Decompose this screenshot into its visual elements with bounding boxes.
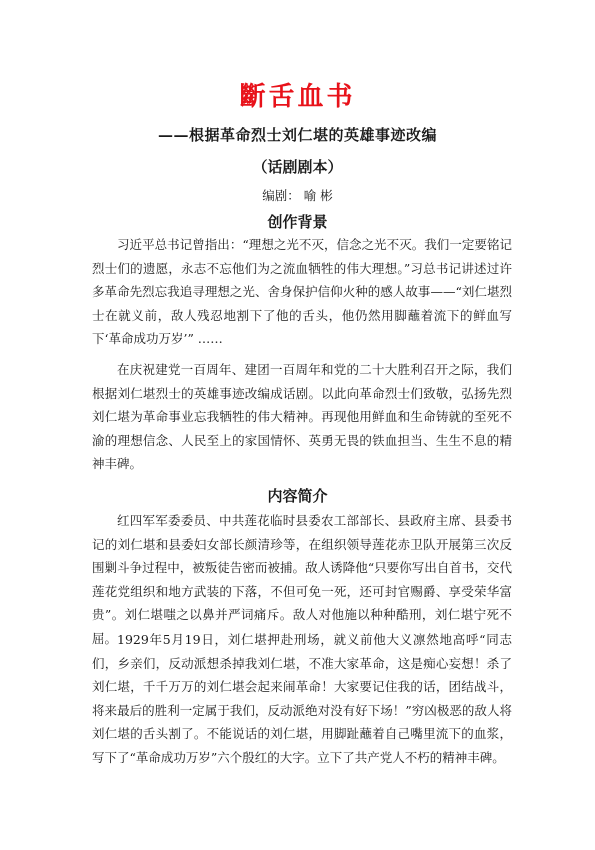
section-heading-background: 创作背景 [267, 213, 328, 231]
synopsis-paragraph-1: 红四军军委委员、中共莲花临时县委农工部部长、县政府主席、县委书记的刘仁堪和县委妇女部长颜清珍等，在组织领导莲花赤卫队开展第三次反围剿斗争过程中，被叛徒告密而被捕。敌人诱降他“只要你写出自首书，交代莲花党组织和地方武装的下落，不但可免一死，还可封官赐爵、享受荣华富贵”。刘仁堪嗤之以鼻并严词痛斥。敌人对他施以种种酷刑，刘仁堪宁死不屈。 [92, 513, 512, 646]
document-title: 斷舌血书 [239, 82, 356, 112]
section-heading-synopsis: 内容简介 [267, 487, 328, 505]
background-paragraph-2: 在庆祝建党一百周年、建团一百周年和党的二十大胜利召开之际，我们根据刘仁堪烈士的英雄事迹改编成话剧。以此向革命烈士们致敬，弘扬先烈刘仁堪为革命事业忘我牺牲的伟大精神。再现他用鲜血和生命铸就的至死不渝的理想信念、人民至上的家国情怀、英勇无畏的铁血担当、生生不息的精神丰碑。 [92, 362, 512, 472]
background-paragraph-1: 习近平总书记曾指出：“理想之光不灭，信念之光不灭。我们一定要铭记烈士们的遗愿，永志不忘他们为之流血牺牲的伟大理想。”习总书记讲述过许多革命先烈忘我追寻理想之光、舍身保护信仰火种的感人故事——“刘仁堪烈士在就义前，敌人残忍地割下了他的舌头，他仍然用脚蘸着流下的鲜血写下‘革命成功万岁’” …… [92, 237, 512, 347]
synopsis-paragraph-2: 1929年5月19日，刘仁堪押赴刑场，就义前他大义凛然地高呼“同志们，乡亲们，反动派想杀掉我刘仁堪，不准大家革命，这是痴心妄想！杀了刘仁堪，千千万万的刘仁堪会起来闹革命！大家要记住我的话，团结战斗，将来最后的胜利一定属于我们，反动派绝对没有好下场！”穷凶极恶的敌人将刘仁堪的舌头割了。不能说话的刘仁堪，用脚趾蘸着自己嘴里流下的血浆，写下了“革命成功万岁”六个殷红的大字。立下了共产党人不朽的精神丰碑。 [92, 632, 512, 765]
document-subtitle: ——根据革命烈士刘仁堪的英雄事迹改编 [157, 126, 437, 144]
editor-credit: 编剧： 喻 彬 [262, 188, 333, 203]
genre-label: （话剧剧本） [252, 158, 343, 176]
